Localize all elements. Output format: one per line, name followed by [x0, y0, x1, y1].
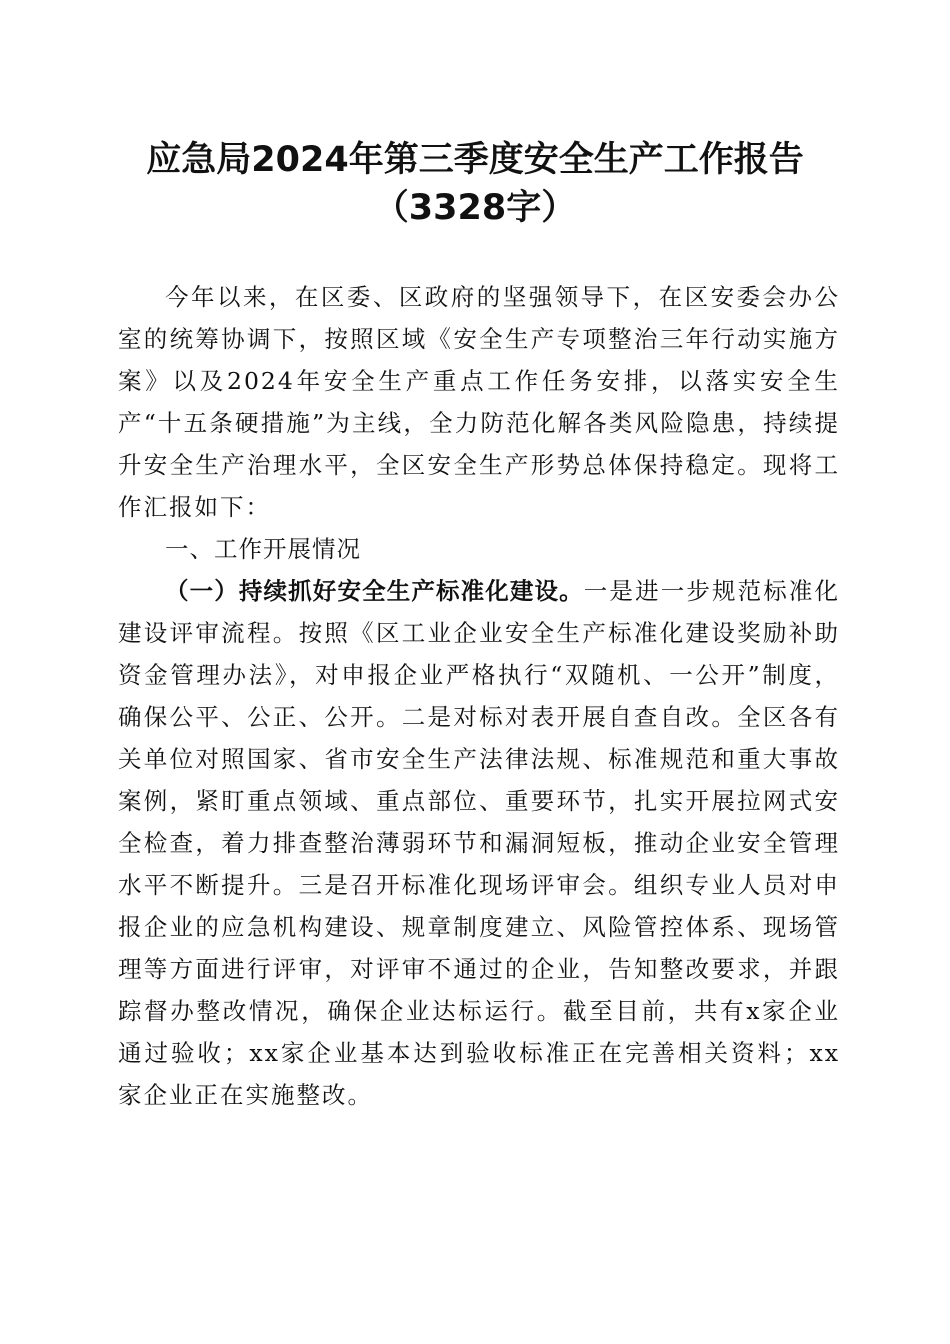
- document-body: [118, 276, 840, 1116]
- subsection-heading: （一）持续抓好安全生产标准化建设。: [165, 577, 584, 605]
- subsection-body: 一是进一步规范标准化建设评审流程。按照《区工业企业安全生产标准化建设奖励补助资金管理办法》，对申报企业严格执行“双随机、一公开”制度，确保公平、公正、公开。二是对标对表开展自查自改。全区各有关单位对照国家、省市安全生产法律法规、标准规范和重大事故案例，紧盯重点领域、重点部位、重要环节，扎实开展拉网式安全检查，着力排查整治薄弱环节和漏洞短板，推动企业安全管理水平不断提升。三是召开标准化现场评审会。组织专业人员对申报企业的应急机构建设、规章制度建立、风险管控体系、现场管理等方面进行评审，对评审不通过的企业，告知整改要求，并跟踪督办整改情况，确保企业达标运行。截至目前，共有x家企业通过验收；xx家企业基本达到验收标准正在完善相关资料；xx家企业正在实施整改。: [118, 577, 841, 1109]
- document-title: [100, 136, 850, 232]
- section-heading: 一、工作开展情况: [165, 535, 361, 563]
- subsection-paragraph: [118, 570, 840, 1116]
- title-main-line: 应急局2024年第三季度安全生产工作报告: [146, 140, 804, 180]
- intro-paragraph: 今年以来，在区委、区政府的坚强领导下，在区安委会办公室的统筹协调下，按照区域《安全生产专项整治三年行动实施方案》以及2024年安全生产重点工作任务安排，以落实安全生产“十五条硬措施”为主线，全力防范化解各类风险隐患，持续提升安全生产治理水平，全区安全生产形势总体保持稳定。现将工作汇报如下：: [118, 283, 840, 521]
- title-word-count-line: （3328字）: [373, 188, 577, 228]
